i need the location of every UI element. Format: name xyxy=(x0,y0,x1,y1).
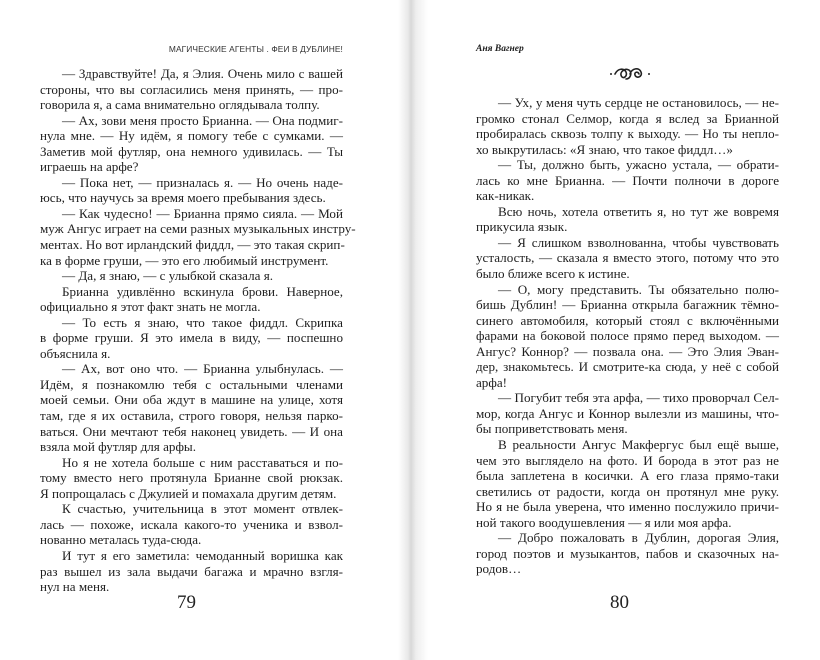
page-number: 79 xyxy=(177,592,196,613)
text-line: Я попрощалась с Джулией и помахала другим детям. xyxy=(40,485,337,501)
text-line: прикусила язык. xyxy=(476,219,568,235)
text-line: — Ах, вот оно что. — Брианна улыбнулась. — xyxy=(62,361,343,377)
text-line: фарами на боковой полосе прямо перед выходом. — xyxy=(476,328,779,344)
text-line: ментах. Но вот ирландский фиддл, — это такая скрип- xyxy=(40,237,345,253)
text-line: бишь Дублин! — Брианна открыла багажник тёмно- xyxy=(476,297,779,313)
text-line: играешь на арфе? xyxy=(40,159,139,175)
text-line: чем это выглядело на фото. И борода в этот раз не xyxy=(476,452,779,468)
text-line: ной такого воодушевления — я или моя арфа. xyxy=(476,514,732,530)
text-line: взяла мой футляр для арфы. xyxy=(40,439,196,455)
text-line: стороны, что вы согласились меня принять, — про- xyxy=(40,81,343,97)
text-line: усталость, — сказала я вместо этого, потому что это xyxy=(476,250,779,266)
text-line: в форме груши. Я это имела в виду, — поспешно xyxy=(40,330,343,346)
text-line: дер, знакомьтесь. И смотрите-ка сюда, у неё с собой xyxy=(476,359,779,375)
text-line: светились от радости, когда он протянул мне руку. xyxy=(476,483,779,499)
text-line: ваться. Они мечтают тебя наконец увидеть. — И она xyxy=(40,423,343,439)
text-line: И тут я его заметила: чемоданный воришка как xyxy=(62,547,343,563)
text-line: — То есть я знаю, что такое фиддл. Скрипка xyxy=(62,314,343,330)
text-line: тому вместо него протянула Брианне свой рюкзак. xyxy=(40,470,343,486)
text-line: — Погубит тебя эта арфа, — тихо проворчал Сел- xyxy=(498,390,779,406)
right-page xyxy=(412,0,820,660)
text-line: Всю ночь, хотела ответить я, но тут же вовремя xyxy=(498,203,779,219)
text-line: ка в форме груши, — это его любимый инструмент. xyxy=(40,252,329,268)
text-line: родов… xyxy=(476,561,522,577)
text-line: объяснила я. xyxy=(40,345,111,361)
text-line: нованно металась туда-сюда. xyxy=(40,532,202,548)
text-line: Заметив мой футляр, она немного удивилась. — Ты xyxy=(40,143,343,159)
left-page-body xyxy=(40,66,356,595)
text-line: город поэтов и музыкантов, пабов и сказочных на- xyxy=(476,545,779,561)
text-line: К счастью, учительница в этот момент отвлек- xyxy=(62,501,343,517)
text-line: — Добро пожаловать в Дублин, дорогая Элия, xyxy=(498,530,779,546)
text-line: — Как чудесно! — Брианна прямо сияла. — Мой xyxy=(62,205,343,221)
text-line: там, где я их оставила, строго говоря, нельзя парко- xyxy=(40,408,343,424)
text-line: была заплетена в косички. А его глаза прямо-таки xyxy=(476,468,779,484)
text-line: юсь, что научусь за время моего пребывания здесь. xyxy=(40,190,326,206)
text-line: лась — похоже, искала какого-то ученика и взвол- xyxy=(40,516,343,532)
text-line: муж Ангус играет на семи разных музыкальных инстру- xyxy=(40,221,356,237)
text-line: как-никак. xyxy=(476,188,535,204)
text-line: нула мне. — Ну идём, я помогу тебе с сумками. — xyxy=(40,128,343,144)
page-number: 80 xyxy=(610,592,629,613)
text-line: — Да, я знаю, — с улыбкой сказала я. xyxy=(62,268,274,284)
text-line: арфа! xyxy=(476,374,508,390)
text-line: мор, когда Ангус и Коннор вылезли из машины, что- xyxy=(476,405,779,421)
text-line: Ангус? Коннор? — позвала она. — Это Элия Эван- xyxy=(476,343,779,359)
text-line: раз вышел из зала выдачи багажа и мрачно взгля- xyxy=(40,563,343,579)
text-line: Но я не была уверена, что именно послужило причи- xyxy=(476,499,779,515)
text-line: официально я этот факт знать не могла. xyxy=(40,299,261,315)
right-page-body xyxy=(476,95,779,577)
text-line: хо выкрутилась: «Я знаю, что такое фиддл…» xyxy=(476,141,733,157)
flourish-ornament-icon xyxy=(608,62,652,84)
text-line: синего автомобиля, который стоял с включёнными xyxy=(476,312,779,328)
text-line: — Пока нет, — призналась я. — Но очень наде- xyxy=(62,174,343,190)
text-line: Но я не хотела больше с ним расставаться и по- xyxy=(62,454,343,470)
text-line: — Ты, должно быть, ужасно устала, — обрати- xyxy=(498,157,779,173)
text-line: бы поприветствовать меня. xyxy=(476,421,628,437)
text-line: — Ух, у меня чуть сердце не остановилось, — не- xyxy=(498,95,779,110)
text-line: говорила я, а сама внимательно оглядывала толпу. xyxy=(40,97,320,113)
text-line: было ближе всего к истине. xyxy=(476,266,630,282)
text-line: Брианна удивлённо вскинула брови. Наверное, xyxy=(62,283,343,299)
text-line: моей семьи. Они оба ждут в машине на улице, хотя xyxy=(40,392,343,408)
text-line: громко стонал Селмор, когда я вслед за Брианной xyxy=(476,110,779,126)
text-line: — О, могу представить. Ты обязательно полю- xyxy=(498,281,779,297)
running-head-author: Аня Вагнер xyxy=(476,44,524,54)
text-line: В реальности Ангус Макфергус был ещё выше, xyxy=(498,437,779,453)
text-line: — Я слишком взволнованна, чтобы чувствовать xyxy=(498,234,779,250)
running-head-series: МАГИЧЕСКИЕ АГЕНТЫ . ФЕИ В ДУБЛИНЕ! xyxy=(168,44,343,54)
text-line: лась ко мне Брианна. — Почти полночи в дороге xyxy=(476,172,779,188)
text-line: пробиралась сквозь толпу к выходу. — Но ты непло- xyxy=(476,126,779,142)
text-line: — Ах, зови меня просто Брианна. — Она подмиг- xyxy=(62,112,343,128)
text-line: нул на меня. xyxy=(40,579,110,595)
text-line: — Здравствуйте! Да, я Элия. Очень мило с вашей xyxy=(62,66,343,81)
text-line: Идём, я познакомлю тебя с остальными членами xyxy=(40,376,343,392)
